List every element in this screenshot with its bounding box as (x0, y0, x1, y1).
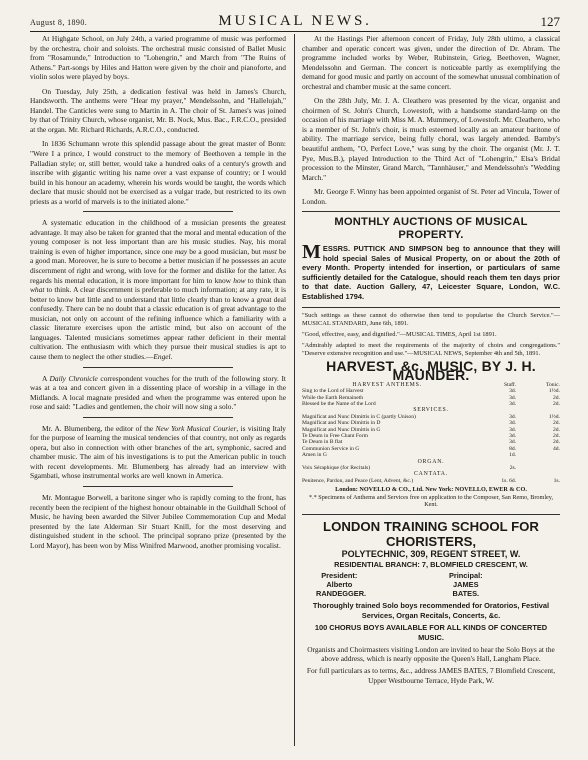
review-quote: "Good, effective, easy, and dignified."—MUSICAL TIMES, April 1st 1891. (302, 330, 497, 338)
article-separator (83, 367, 233, 368)
school-invite: Organists and Choirmasters visiting London are invited to hear the Solo Boys at the above address, which is nearly opposite the Queen's Hall, Langham Place. (307, 645, 555, 664)
maunder-title: HARVEST, &c. MUSIC, BY J. H. MAUNDER. (326, 357, 536, 384)
school-officers (302, 571, 560, 598)
price-row: Te Deum in Free Chant Form 3d. 2d. (302, 432, 560, 439)
article-separator (83, 211, 233, 212)
principal-block: Principal: JAMES BATES. (448, 571, 483, 599)
article-winny: Mr. George F. Winny has been appointed organist of St. Peter ad Vincula, Tower of London. (302, 187, 560, 206)
article-cleathero: On the 28th July, Mr. J. A. Cleathero was presented by the vicar, organist and choirmen of St. John's Church, Lowestoft, with a handsome standard-lamp on the occasion of his marriage with Miss M. A. Mummery, of Lowestoft. Mr. Cleathero, who is a member of St. John's choir, is much esteemed locally as an amateur baritone of ability. The marriage service, being fully choral, was largely attended. Barnby's beautiful anthem, "O, Perfect Love," was sung by the choir. The organist (Mr. J. T. Pye, Mus.B.), played Introduction to the Third Act of "Lohengrin," Elsa's Bridal procession to the Minster, Grand March, "Tannhäuser," and Mendelssohn's "Wedding March." (302, 96, 560, 182)
column-divider (294, 34, 295, 746)
school-branch: RESIDENTIAL BRANCH: 7, BLOMFIELD CRESCENT, W. (334, 559, 528, 569)
price-row: Voix Séraphique (for Recitals) 2s. (302, 464, 517, 471)
president-block: President: Alberto RANDEGGER. (316, 571, 367, 599)
price-row: Magnificat and Nunc Dimittis in G 3d. 2d. (302, 426, 560, 433)
school-particulars: For full particulars as to terms, &c., address JAMES BATES, 7 Blomfield Crescent, Upper Westbourne Terrace, Hyde Park, W. (306, 666, 556, 685)
article-education: A systematic education in the childhood of a musician presents the greatest advantage. It may also be taken for granted that the moral and mental education of the young composer is not less important than are his music studies. Nay, his moral training is even of higher importance, since one may be a good musician, but must be a good man. Moreover, he is sure to become a better musician if he possesses an acute discernment of right and wrong, with love for the former and dislike for the latter. As regards his mental education, it is more important for him to know how to think than what to think. A clear discernment is preferable to much information; at any rate, it is better to know but little and to understand that little clearly than to know a great deal confusedly. There can be no doubt that a classic education is of great advantage to the musician, not only on account of the refining influence which a familiarity with a classic literature exercises upon the artistic mind, but also on account of the languages. Talented musicians sometimes appear rather deficient in their mental cultivation. The enthusiasm with which they pursue their musical studies is apt to cause them to neglect the other studies.—Engel. (30, 218, 286, 361)
school-address: POLYTECHNIC, 309, REGENT STREET, W. (341, 548, 521, 559)
review-quote: "Such settings as these cannot do otherwise then tend to popularise the Church Service."—MUSICAL STANDARD, June 6th, 1891. (302, 311, 560, 327)
article-borwell: Mr. Montague Borwell, a baritone singer who is rapidly coming to the front, has recently been the recipient of the highest honour obtainable in the Guildhall School of Music, he having been awarded the Silver Jubilee Commemoration Cup and Medal presented by the late Alderman Sir Stuart Knill, for the most deserving and distinguished student in the school. The principal soprano prize (presented by the Lord Mayor), has been won by Miss Winifred Marwood, another promising vocalist. (30, 492, 286, 550)
article-schumann: In 1836 Schumann wrote this splendid passage about the great master of Bonn: "Were I a prince, I would construct to the memory of Beethoven a temple in the Palladian style; or, still better, would take a hundred oaks of a century's growth and inscribe with gigantic writing his name over a vast expanse of country; or I would build in his honour an academy, wherein his words would be taught, the words which declare that music should not be exercised as a vulgar trade, but restricted to its own priests as a world of marvels is to the initiated alone." (30, 139, 286, 206)
author-signature: Engel. (153, 351, 173, 361)
price-row: Blessed be the Name of the Lord 3d. 2d. (302, 400, 560, 407)
price-row: Amen in G 1d. (302, 452, 517, 459)
ad-auctions (302, 216, 560, 301)
auction-title: MONTHLY AUCTIONS OF MUSICAL PROPERTY. (334, 216, 528, 242)
masthead-title: MUSICAL NEWS. (218, 13, 372, 29)
article-separator (83, 486, 233, 487)
ad-training-school (302, 519, 560, 685)
ad-separator (302, 514, 560, 515)
price-row: Communion Service in G 8d. 4d. (302, 445, 560, 452)
price-row: Penitence, Pardon, and Peace (Lent, Advent, &c.) 1s. 6d. 1s. (302, 477, 560, 484)
article-daily-chronicle: A Daily Chronicle correspondent vouches for the truth of the following story. It was at a tea and concert given in a dissenting place of worship in a village in the Midlands. A local magnate presided and when the programme was entered upon he rose and said: "Ladies and gentlemen, the choir will now sing a solo." (30, 373, 286, 412)
page-header (30, 13, 560, 32)
price-section-heading: SERVICES. (413, 407, 449, 414)
price-section-heading: HARVEST ANTHEMS. Staff. Tonic. (352, 381, 560, 388)
ad-separator (302, 211, 560, 212)
page-number: 127 (540, 14, 560, 29)
auction-body: MESSRS. PUTTICK AND SIMPSON beg to announce that they will hold special Sales of Musical Property, on or about the 20th of every Month. Property intended for insertion, or particulars of same sufficiently detailed for the Catalogue, should reach them ten days prior to that date. Auction Gallery, 47, Leicester Square, London, W.C. Established 1794. (302, 241, 560, 302)
right-column (302, 34, 560, 685)
price-section-heading: ORGAN. (417, 458, 445, 465)
article-blumenberg: Mr. A. Blumenberg, the editor of the New York Musical Courier, is visiting Italy for the purpose of learning the musical tendencies of that country, not only as regards opera, but also in connection with other branches of the art, symphonic, sacred and chamber music. The aim of his investigations is to put the American public in touch with recent developments. Mr. Blumenberg has already had an interview with Sgambati, whose instrumental works are well known in America. (30, 423, 287, 481)
article-hastings: At the Hastings Pier afternoon concert of Friday, July 28th ultimo, a classical chamber and operatic concert was given, under the direction of Dr. Abram. The programme included works by Weber, Rubinstein, Grieg, Beethoven, Wagner, Mendelssohn and German. The concert is noticeable partly as exemplifying the demand for good music and partly on account of the somewhat unusual combination of orchestral and chamber music at the same concert. (302, 34, 560, 91)
issue-date: August 8, 1890. (30, 18, 88, 27)
school-title: LONDON TRAINING SCHOOL FOR CHORISTERS, (323, 518, 539, 549)
school-tagline: Thoroughly trained Solo boys recommended for Oratorios, Festival Services, Organ Recitals, Concerts, &c. (312, 601, 550, 620)
article-separator (83, 417, 233, 418)
ad-separator (302, 307, 560, 308)
article-highgate: At Highgate School, on July 24th, a varied programme of music was performed by the orchestra, choir and soloists. The orchestral music consisted of Ballet Music from "Rosamunde," Introduction to "Lohengrin," and March from "The Ruins of Athens." Part-songs by Hiles and Hatton were given by the choir and pianoforte, and violin solos were played by boys. (30, 34, 286, 82)
price-row: Te Deum in B flat 3d. 2d. (302, 439, 560, 446)
price-row: Magnificat and Nunc Dimittis in C (partly Unison) 3d. 1½d. (302, 413, 560, 420)
left-column (30, 34, 286, 555)
school-chorus: 100 CHORUS BOYS AVAILABLE FOR ALL KINDS OF CONCERTED MUSIC. (314, 623, 548, 642)
price-row: While the Earth Remaineth 3d. 2d. (302, 394, 560, 401)
publisher-line: London: NOVELLO & CO., Ltd. New York: NOVELLO, EWER & CO. *.* Specimens of Anthems and Services free on application to the Composer, San Remo, Bromley, Kent. (308, 486, 554, 509)
article-handsworth: On Tuesday, July 25th, a dedication festival was held in James's Church, Handsworth. The anthems were "Hear my prayer," Mendelssohn, and "Hallelujah," Handel. The Canticles were sung to Martin in A. The choir of St. James's was joined by that of Trinity Church, whose organist, Mr. B. Nock, Mus. Bac., F.R.C.O., presided at the organ. Mr. Richard Richards, A.R.C.O., conducted. (30, 86, 286, 134)
ad-maunder (302, 312, 560, 509)
maunder-price-table (302, 382, 560, 485)
review-quote: "Admirably adapted to meet the requirements of the majority of choirs and congregations." "Deserve extensive recognition and use."—MUSICAL NEWS, September 4th and 5th, 1891. (302, 342, 560, 358)
price-row: Magnificat and Nunc Dimittis in D 3d. 2d. (302, 420, 560, 427)
price-row: Sing to the Lord of Harvest 3d. 1½d. (302, 388, 560, 395)
price-section-heading: CANTATA. (414, 471, 448, 478)
